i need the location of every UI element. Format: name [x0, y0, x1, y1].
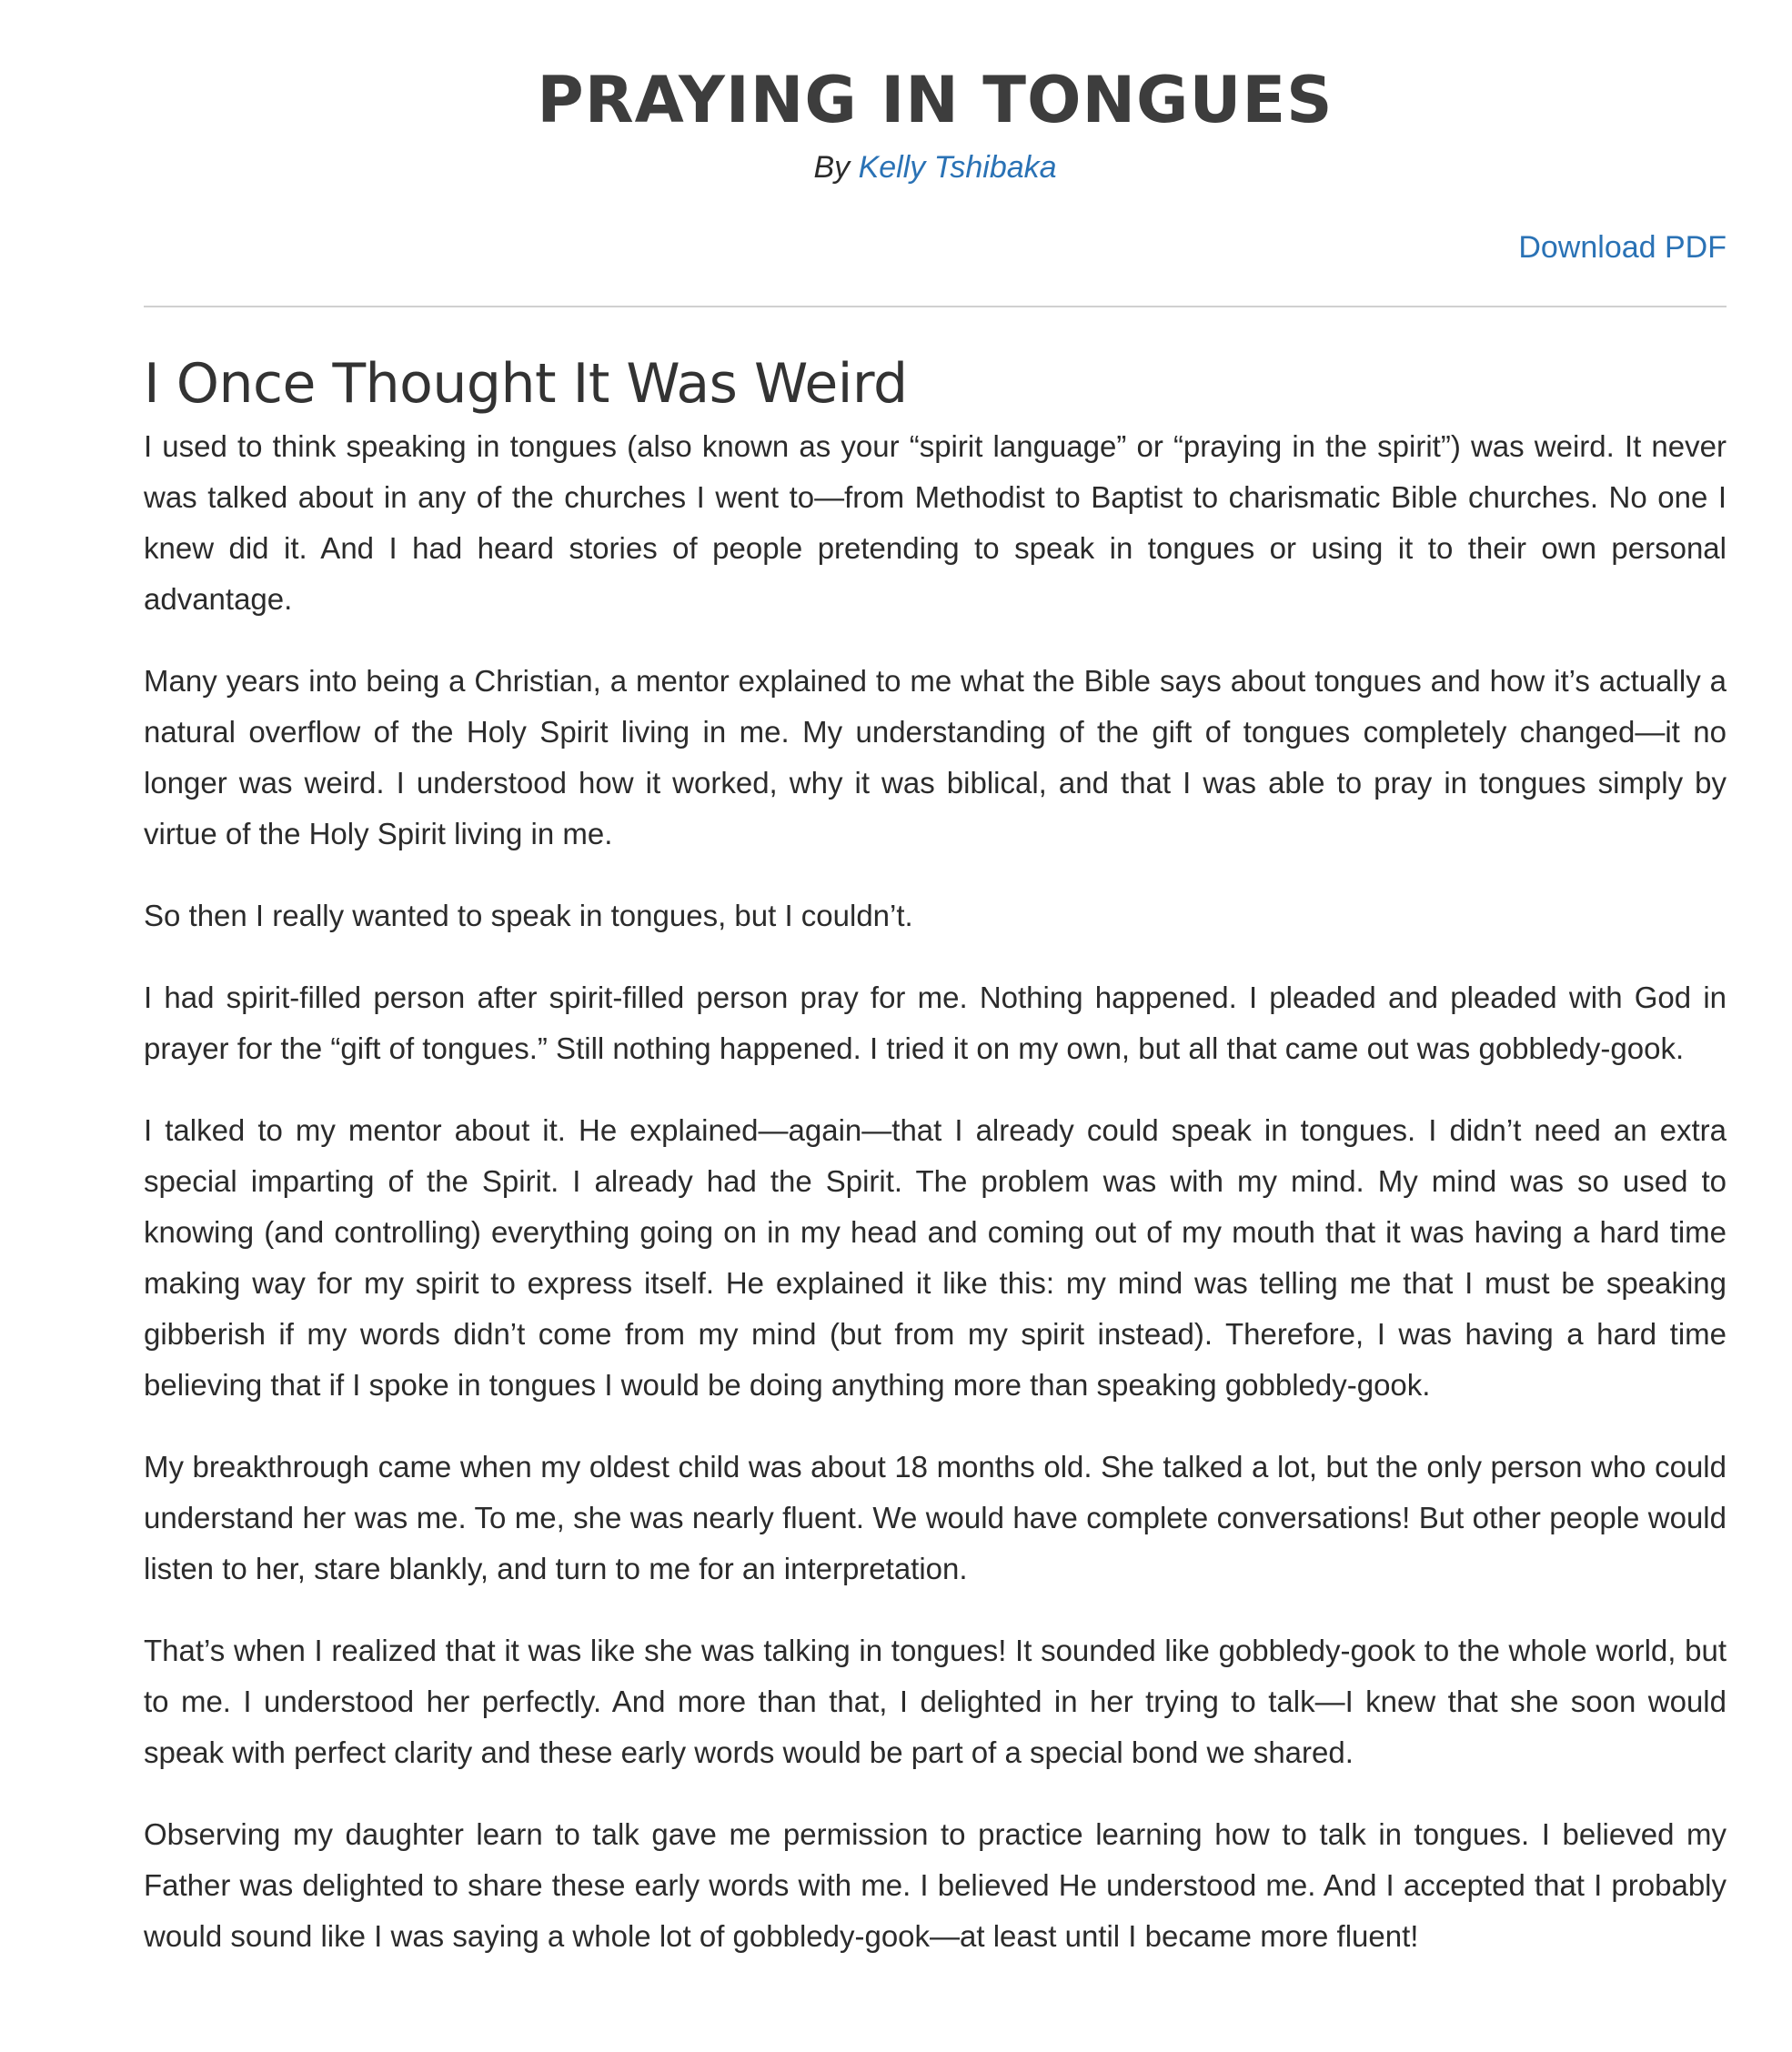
page-title: PRAYING IN TONGUES: [537, 63, 1334, 137]
paragraph: I used to think speaking in tongues (also known as your “spirit language” or “praying in the spirit”) was weird. It never was talked about in any of the churches I went to—from Methodist to Baptist to charismatic Bible churches. No one I knew did it. And I had heard stories of people pretending to speak in tongues or using it to their own personal advantage.: [144, 429, 1727, 616]
paragraph: I had spirit-filled person after spirit-filled person pray for me. Nothing happened. I pleaded and pleaded with God in prayer for the “gift of tongues.” Still nothing happened. I tried it on my own, but all that came out was gobbledy-gook.: [144, 981, 1727, 1065]
byline: [144, 147, 1727, 187]
paragraph: I talked to my mentor about it. He explained—again—that I already could speak in tongues. I didn’t need an extra special imparting of the Spirit. I already had the Spirit. The problem was with my mind. My mind was so used to knowing (and controlling) everything going on in my head and coming out of my mouth that it was having a hard time making way for my spirit to express itself. He explained it like this: my mind was telling me that I must be speaking gibberish if my words didn’t come from my mind (but from my spirit instead). Therefore, I was having a hard time believing that if I spoke in tongues I would be doing anything more than speaking gobbledy-gook.: [144, 1113, 1727, 1402]
divider: [144, 306, 1727, 307]
paragraph: So then I really wanted to speak in tongues, but I couldn’t.: [144, 899, 913, 932]
paragraph: Observing my daughter learn to talk gave me permission to practice learning how to talk in tongues. I believed my Father was delighted to share these early words with me. I believed He understood me. And I accepted that I probably would sound like I was saying a whole lot of gobbledy-gook—at least until I became more fluent!: [144, 1817, 1727, 1953]
paragraph: That’s when I realized that it was like she was talking in tongues! It sounded like gobbledy-gook to the whole world, but to me. I understood her perfectly. And more than that, I delighted in her trying to talk—I knew that she soon would speak with perfect clarity and these early words would be part of a special bond we shared.: [144, 1634, 1727, 1769]
paragraph: Many years into being a Christian, a mentor explained to me what the Bible says about tongues and how it’s actually a natural overflow of the Holy Spirit living in me. My understanding of the gift of tongues completely changed—it no longer was weird. I understood how it worked, why it was biblical, and that I was able to pray in tongues simply by virtue of the Holy Spirit living in me.: [144, 664, 1727, 850]
byline-prefix: By: [813, 150, 851, 185]
paragraph: My breakthrough came when my oldest child was about 18 months old. She talked a lot, but the only person who could understand her was me. To me, she was nearly fluent. We would have complete conversations! But other people would listen to her, stare blankly, and turn to me for an interpretation.: [144, 1450, 1727, 1585]
section-heading: I Once Thought It Was Weird: [144, 352, 908, 416]
author-link[interactable]: Kelly Tshibaka: [858, 150, 1057, 185]
article-body: [144, 421, 1727, 1993]
download-pdf-link[interactable]: Download PDF: [1518, 230, 1727, 265]
